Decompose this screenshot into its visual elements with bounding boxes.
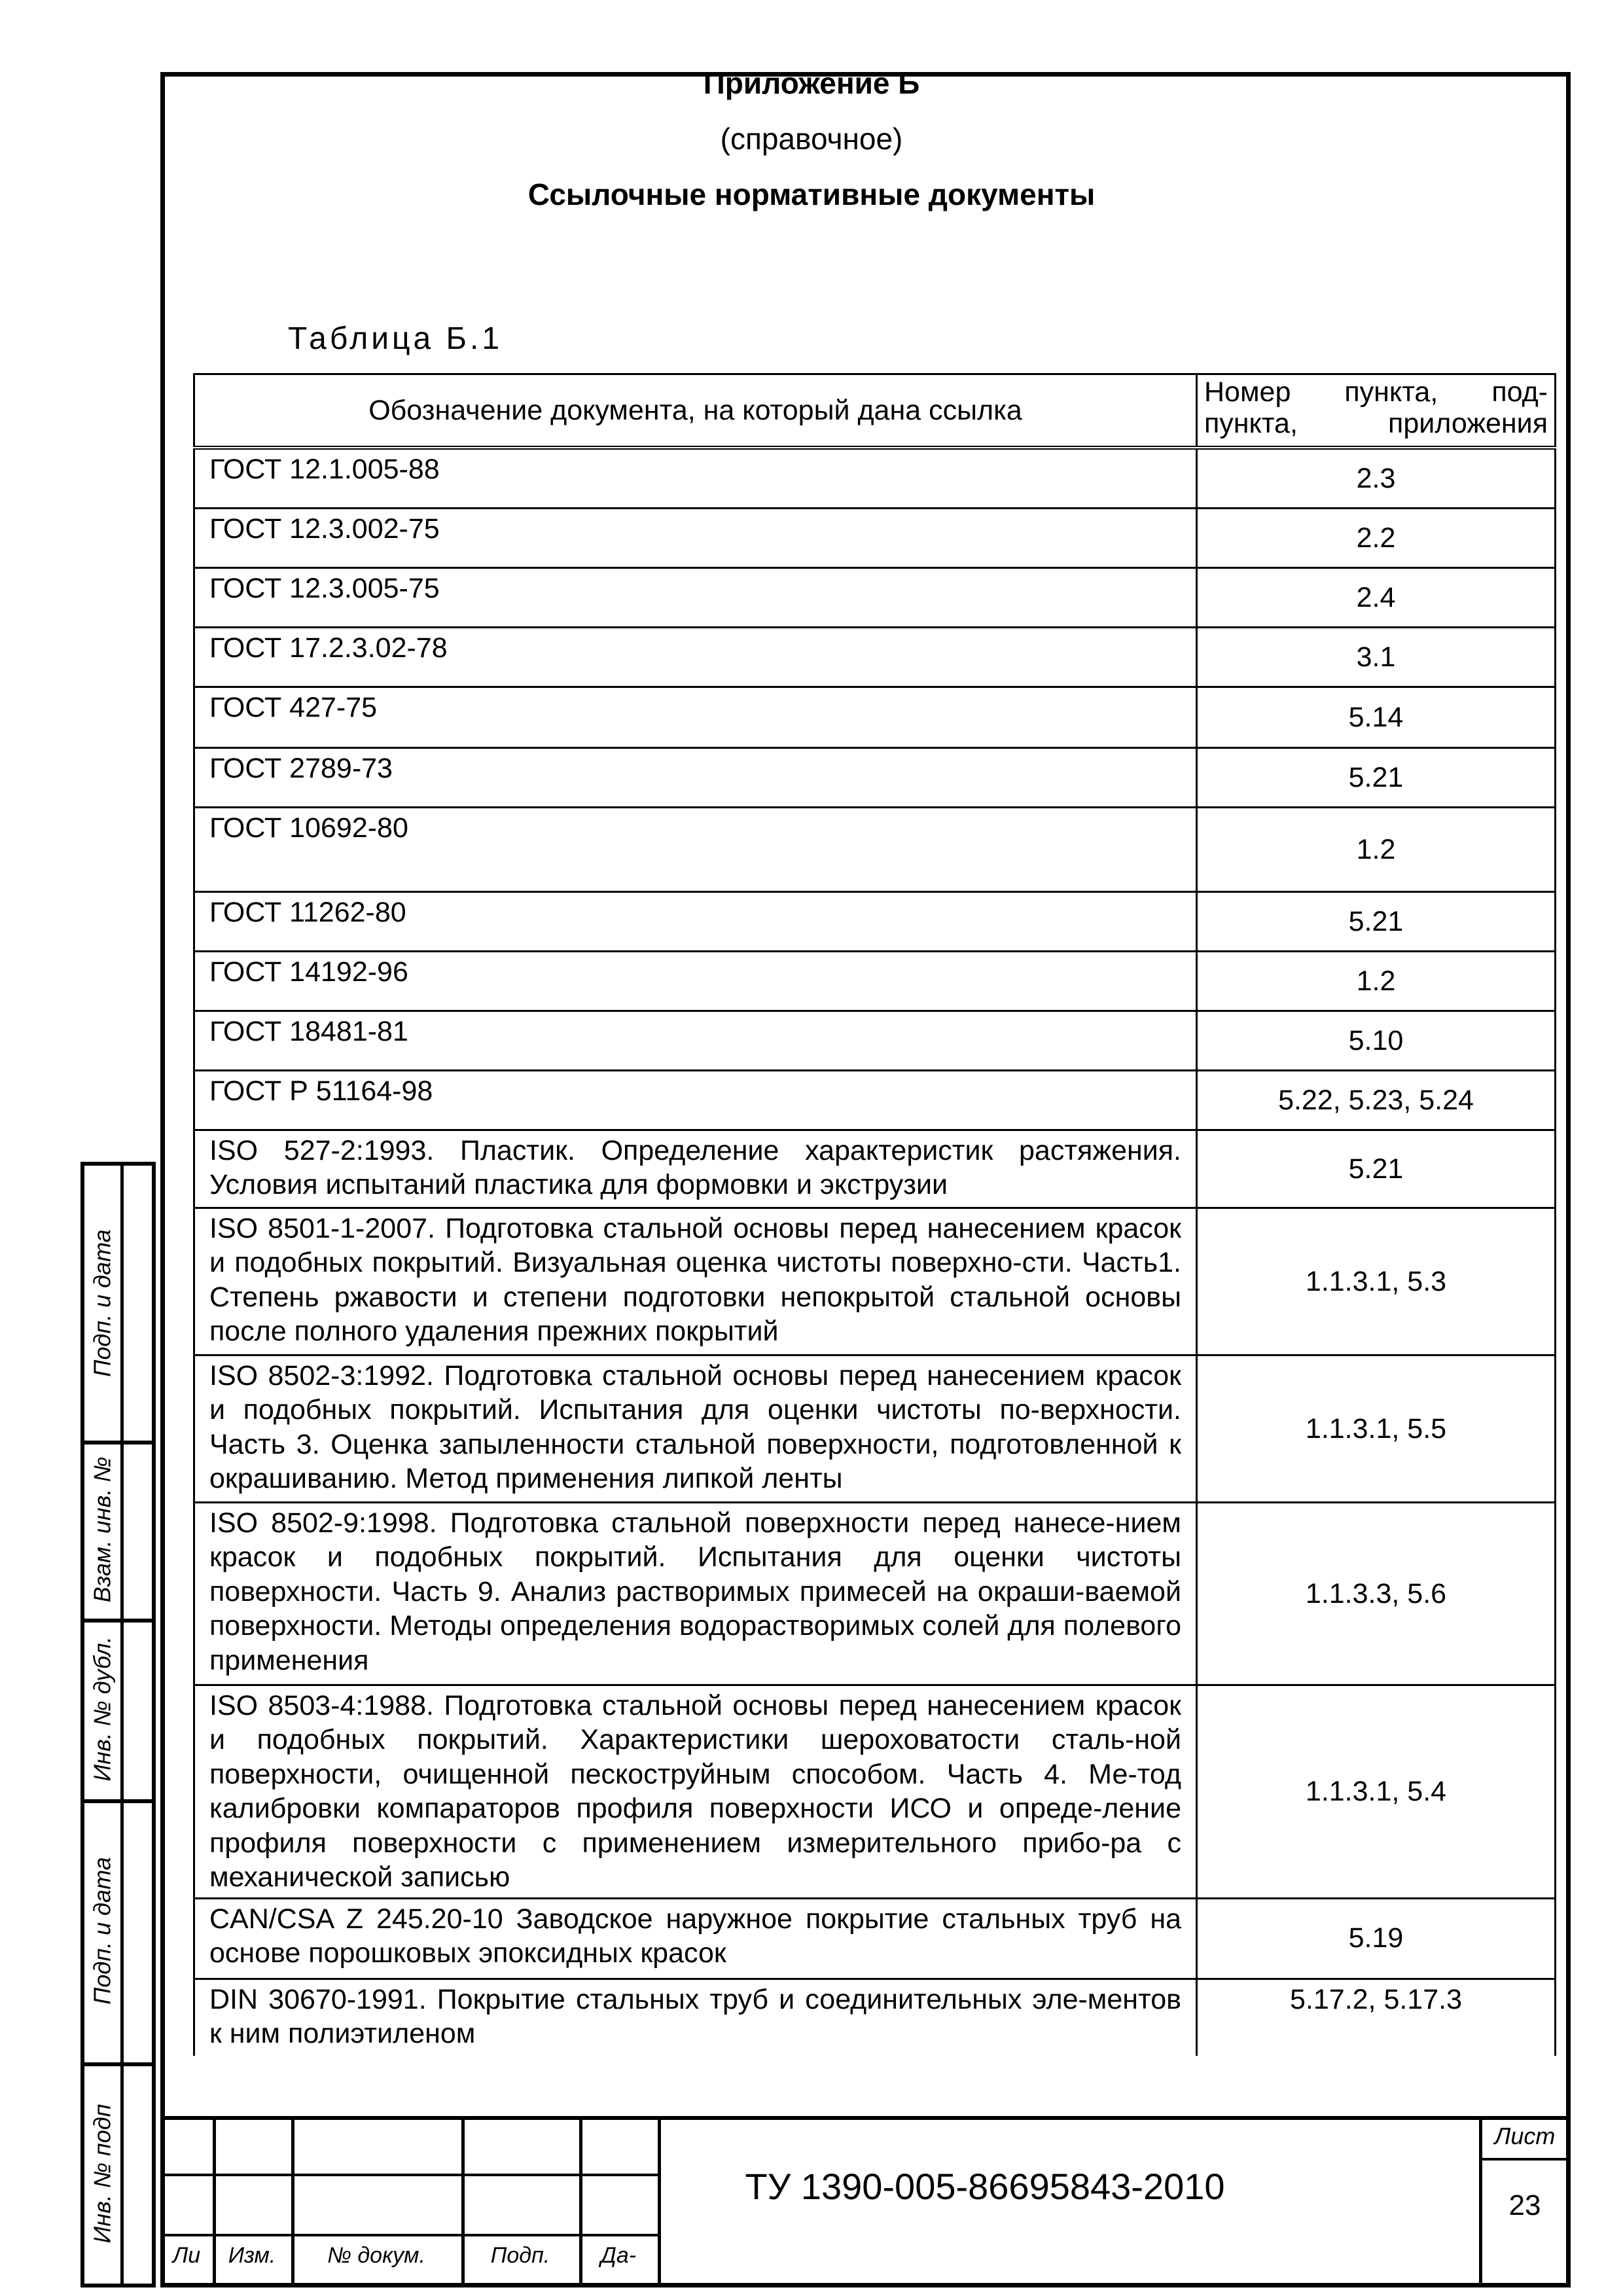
- document-designation: CAN/CSA Z 245.20-10 Заводское наружное покрытие стальных труб на основе порошковых эпоксидных красок: [194, 1898, 1197, 1979]
- margin-label: Инв. № дубл.: [88, 1636, 116, 1782]
- document-designation: DIN 30670-1991. Покрытие стальных труб и соединительных эле-ментов к ним полиэтиленом: [194, 1979, 1197, 2056]
- table-row: [194, 892, 1556, 952]
- table-row: [194, 1979, 1556, 2056]
- clause-number: 5.17.2, 5.17.3: [1197, 1979, 1556, 2056]
- table-row: [194, 952, 1556, 1011]
- table-row: [194, 509, 1556, 568]
- document-designation: ISO 8503-4:1988. Подготовка стальной основы перед нанесением красок и подобных покрытий. Характеристики шероховатости сталь-ной поверхности, очищенной пескоструйным способом. Часть 4. Ме-тод калибровки компараторов профиля поверхности ИСО и опреде-ление профиля поверхности с применением измерительного прибо-ра с механической записью: [194, 1685, 1197, 1899]
- document-designation: ГОСТ 12.1.005-88: [194, 448, 1197, 509]
- margin-strip: [80, 1162, 156, 2287]
- table-row: [194, 1898, 1556, 1979]
- clause-number: 1.1.3.1, 5.4: [1197, 1685, 1556, 1899]
- stamp-col-label: № докум.: [327, 2243, 425, 2268]
- table-row: [194, 1503, 1556, 1685]
- table-row: [194, 1071, 1556, 1130]
- document-designation: ГОСТ Р 51164-98: [194, 1071, 1197, 1130]
- sheet-number: 23: [1508, 2189, 1541, 2221]
- stamp-rule: [1479, 2158, 1571, 2161]
- table-caption: Таблица Б.1: [288, 321, 503, 356]
- section-title: Ссылочные нормативные документы: [527, 177, 1096, 211]
- appendix-title: Приложение Б: [703, 66, 920, 100]
- appendix-type: (справочное): [720, 122, 903, 156]
- stamp-col-label: Изм.: [228, 2243, 276, 2268]
- clause-number: 1.1.3.1, 5.3: [1197, 1208, 1556, 1355]
- document-designation: ГОСТ 2789-73: [194, 748, 1197, 808]
- clause-number: 1.1.3.3, 5.6: [1197, 1503, 1556, 1685]
- header-num: Номер пункта, под-пункта, приложения: [1197, 374, 1556, 448]
- clause-number: 5.19: [1197, 1898, 1556, 1979]
- clause-number: 2.2: [1197, 509, 1556, 568]
- clause-number: 3.1: [1197, 628, 1556, 687]
- clause-number: 2.4: [1197, 568, 1556, 628]
- document-designation: ISO 8501-1-2007. Подготовка стальной основы перед нанесением красок и подобных покрытий. Визуальная оценка чистоты поверхно-сти. Часть1. Степень ржавости и степени подготовки непокрытой стальной основы после полного удаления прежних покрытий: [194, 1208, 1197, 1355]
- stamp-col-label: Да-: [600, 2243, 637, 2268]
- table-row: [194, 1130, 1556, 1208]
- document-code: ТУ 1390-005-86695843-2010: [745, 2166, 1225, 2207]
- clause-number: 2.3: [1197, 448, 1556, 509]
- document-designation: ГОСТ 17.2.3.02-78: [194, 628, 1197, 687]
- table-row: [194, 808, 1556, 892]
- stamp-col-label: Подп.: [490, 2243, 550, 2268]
- document-designation: ГОСТ 14192-96: [194, 952, 1197, 1011]
- document-designation: ISO 8502-3:1992. Подготовка стальной основы перед нанесением красок и подобных покрытий. Испытания для оценки чистоты по-верхности. Часть 3. Оценка запыленности стальной поверхности, подготовленной к окрашиванию. Метод применения липкой ленты: [194, 1355, 1197, 1503]
- margin-label: Подп. и дата: [88, 1857, 116, 2005]
- stamp-col-label: Ли: [172, 2243, 201, 2268]
- reference-table: [193, 373, 1556, 2056]
- clause-number: 5.21: [1197, 748, 1556, 808]
- margin-label: Инв. № подп: [88, 2104, 116, 2244]
- document-designation: ГОСТ 12.3.005-75: [194, 568, 1197, 628]
- clause-number: 5.22, 5.23, 5.24: [1197, 1071, 1556, 1130]
- clause-number: 1.2: [1197, 952, 1556, 1011]
- sheet-label: Лист: [1494, 2123, 1556, 2149]
- table-row: [194, 568, 1556, 628]
- header-doc: Обозначение документа, на который дана ссылка: [194, 374, 1197, 448]
- table-row: [194, 1685, 1556, 1899]
- document-designation: ГОСТ 427-75: [194, 687, 1197, 748]
- clause-number: 5.10: [1197, 1011, 1556, 1071]
- document-designation: ГОСТ 10692-80: [194, 808, 1197, 892]
- clause-number: 5.14: [1197, 687, 1556, 748]
- table-row: [194, 748, 1556, 808]
- clause-number: 1.1.3.1, 5.5: [1197, 1355, 1556, 1503]
- stamp-rule: [160, 2234, 658, 2236]
- document-designation: ISO 8502-9:1998. Подготовка стальной поверхности перед нанесе-нием красок и подобных покрытий. Испытания для оценки чистоты поверхности. Часть 9. Анализ растворимых примесей на окраши-ваемой поверхности. Методы определения водорастворимых солей для полевого применения: [194, 1503, 1197, 1685]
- table-row: [194, 1355, 1556, 1503]
- stamp-rule: [160, 2174, 658, 2176]
- document-designation: ГОСТ 18481-81: [194, 1011, 1197, 1071]
- table-header-row: [194, 374, 1556, 448]
- clause-number: 5.21: [1197, 1130, 1556, 1208]
- document-designation: ISO 527-2:1993. Пластик. Определение характеристик растяжения. Условия испытаний пластика для формовки и экструзии: [194, 1130, 1197, 1208]
- margin-label: Взам. инв. №: [88, 1456, 116, 1603]
- table-row: [194, 1208, 1556, 1355]
- table-row: [194, 448, 1556, 509]
- margin-divider: [120, 1166, 124, 2284]
- table-row: [194, 1011, 1556, 1071]
- document-designation: ГОСТ 12.3.002-75: [194, 509, 1197, 568]
- table-row: [194, 687, 1556, 748]
- document-designation: ГОСТ 11262-80: [194, 892, 1197, 952]
- clause-number: 5.21: [1197, 892, 1556, 952]
- clause-number: 1.2: [1197, 808, 1556, 892]
- table-row: [194, 628, 1556, 687]
- margin-label: Подп. и дата: [88, 1229, 116, 1377]
